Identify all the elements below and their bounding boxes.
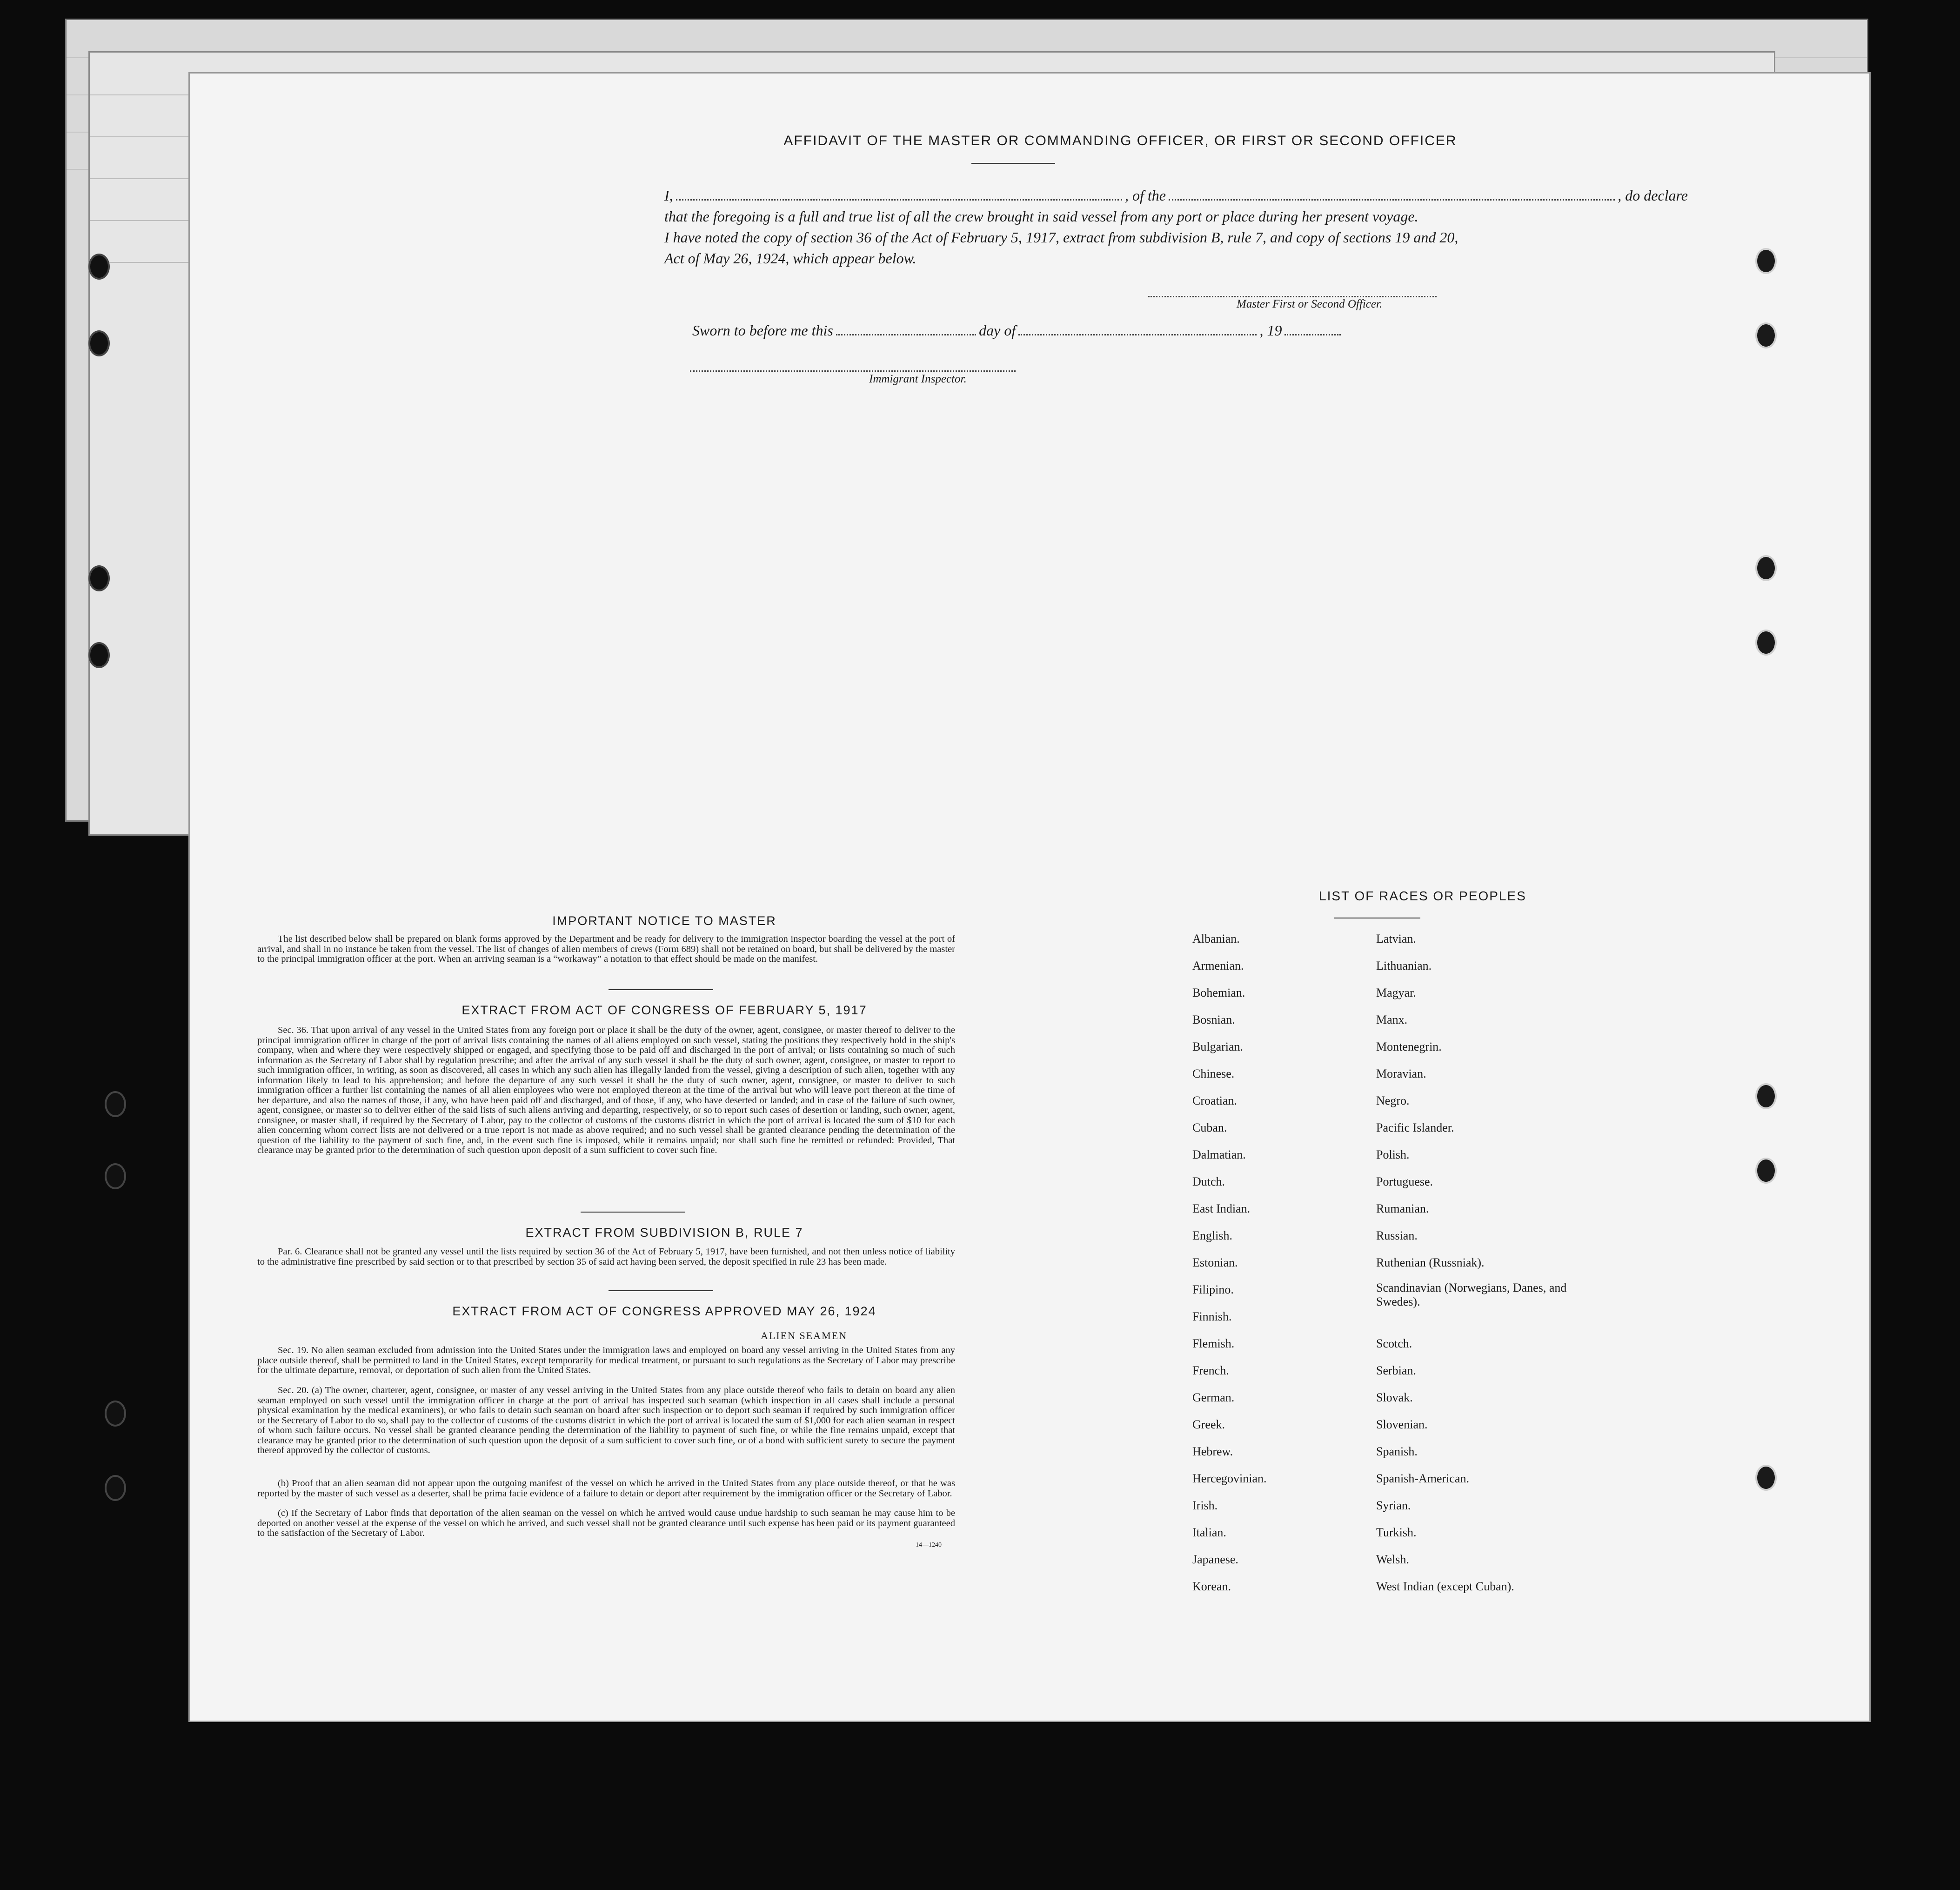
punch-hole-icon — [1755, 630, 1777, 656]
race-item: Turkish. — [1376, 1526, 1417, 1539]
year-prefix: , 19 — [1259, 322, 1282, 339]
race-item: Italian. — [1192, 1526, 1226, 1539]
race-item: Flemish. — [1192, 1337, 1235, 1350]
inspector-signature-line[interactable] — [690, 369, 1016, 372]
race-item: Serbian. — [1376, 1364, 1416, 1377]
race-item: Polish. — [1376, 1148, 1410, 1161]
sec20c-body: (c) If the Secretary of Labor finds that deportation of the alien seaman on the vessel on which he arrived would cause undue hardship to such seaman he may cause him to be deported on another vessel at the expense of the vessel on which he arrived, and such vessel shall not be granted clearance until such expense has been paid or its payment guaranteed to the satisfaction of the Secretary of Labor. — [257, 1508, 955, 1538]
extract-1917-divider — [581, 1212, 685, 1213]
race-item: Dalmatian. — [1192, 1148, 1246, 1161]
punch-hole-icon — [1755, 1465, 1777, 1491]
race-item: Hebrew. — [1192, 1445, 1233, 1458]
race-item: Negro. — [1376, 1094, 1410, 1107]
race-item: Slovenian. — [1376, 1418, 1428, 1431]
race-item: Spanish-American. — [1376, 1472, 1470, 1485]
affidavit-line-4: Act of May 26, 1924, which appear below. — [664, 250, 916, 267]
form-code: 14—1240 — [916, 1541, 942, 1548]
punch-hole-icon — [88, 254, 110, 280]
race-item: Estonian. — [1192, 1256, 1238, 1269]
race-item: Welsh. — [1376, 1553, 1409, 1566]
punch-hole-icon — [88, 565, 110, 591]
sworn-statement — [692, 320, 1344, 341]
vessel-name-blank[interactable] — [1169, 188, 1615, 201]
race-item: Albanian. — [1192, 932, 1240, 945]
sworn-year-blank[interactable] — [1284, 323, 1341, 335]
punch-hole-icon — [105, 1091, 126, 1117]
affidavit-page — [188, 72, 1871, 1722]
notice-divider — [609, 989, 713, 990]
race-item: Dutch. — [1192, 1175, 1225, 1188]
race-item: Magyar. — [1376, 986, 1416, 999]
race-item: Portuguese. — [1376, 1175, 1433, 1188]
punch-hole-icon — [1755, 555, 1777, 581]
affidavit-line-3: I have noted the copy of section 36 of the Act of February 5, 1917, extract from subdivision B, rule 7, and copy of sections 19 and 20, — [664, 229, 1458, 246]
races-title: LIST OF RACES OR PEOPLES — [1319, 889, 1526, 903]
punch-hole-icon — [1755, 248, 1777, 274]
punch-hole-icon — [88, 642, 110, 668]
race-item: Scandinavian (Norwegians, Danes, and Swedes). — [1376, 1281, 1567, 1308]
title-divider — [971, 163, 1055, 164]
sec20a-body: Sec. 20. (a) The owner, charterer, agent, consignee, or master of any vessel arriving in the United States from any place outside thereof who fails to detain on board any alien seaman employed on such vessel until the immigration officer in charge at the port of arrival has inspected such seaman (which inspection in all cases shall include a personal physical examination by the medical examiners), or who fails to detain such seaman on board after such inspection or to deport such seaman if required by such immigration officer or the Secretary of Labor to do so, shall pay to the collector of customs of the customs district in which the port of arrival is located the sum of $1,000 for each alien seaman in respect of whom such failure occurs. No vessel shall be granted clearance pending the determination of the liability to payment of such fine, or while the fine remains unpaid, except that clearance may be granted prior to the determination of such question upon the deposit of a sum sufficient to cover such fine, or of a bond with sufficient surety to secure the payment thereof approved by the collector of customs. — [257, 1385, 955, 1455]
race-item: Filipino. — [1192, 1283, 1234, 1296]
sec19-body: Sec. 19. No alien seaman excluded from admission into the United States under the immigration laws and employed on board any vessel arriving in the United States from any place outside thereof, shall be permitted to land in the United States, except temporarily for medical treatment, or pursuant to such regulations as the Secretary of Labor may prescribe for the ultimate departure, removal, or deportation of such alien from the United States. — [257, 1345, 955, 1375]
race-item: Armenian. — [1192, 959, 1244, 972]
race-item: Montenegrin. — [1376, 1040, 1442, 1053]
sworn-month-blank[interactable] — [1018, 323, 1257, 335]
affidavit-line-2: that the foregoing is a full and true list of all the crew brought in said vessel from any port or place during her present voyage. — [664, 208, 1418, 225]
punch-hole-icon — [1755, 322, 1777, 349]
race-item: Slovak. — [1376, 1391, 1413, 1404]
race-item: Ruthenian (Russniak). — [1376, 1256, 1485, 1269]
declare-suffix: , do declare — [1618, 187, 1688, 204]
race-item: West Indian (except Cuban). — [1376, 1580, 1514, 1593]
extract-1924-title: EXTRACT FROM ACT OF CONGRESS APPROVED MAY 26, 1924 — [452, 1304, 876, 1318]
race-item: Hercegovinian. — [1192, 1472, 1267, 1485]
race-item: Manx. — [1376, 1013, 1408, 1026]
race-item: Pacific Islander. — [1376, 1121, 1454, 1134]
inspector-caption: Immigrant Inspector. — [869, 373, 967, 385]
extract-1917-title: EXTRACT FROM ACT OF CONGRESS OF FEBRUARY 5, 1917 — [462, 1003, 867, 1017]
sworn-prefix: Sworn to before me this — [692, 322, 833, 339]
officer-signature-caption: Master First or Second Officer. — [1237, 298, 1383, 310]
rule7-title: EXTRACT FROM SUBDIVISION B, RULE 7 — [525, 1226, 803, 1240]
race-item: Chinese. — [1192, 1067, 1235, 1080]
race-item: Scotch. — [1376, 1337, 1412, 1350]
race-item: Bulgarian. — [1192, 1040, 1244, 1053]
race-item: Finnish. — [1192, 1310, 1232, 1323]
race-item: Cuban. — [1192, 1121, 1227, 1134]
notice-title: IMPORTANT NOTICE TO MASTER — [552, 914, 776, 928]
punch-hole-icon — [1755, 1083, 1777, 1109]
punch-hole-icon — [1755, 1158, 1777, 1184]
punch-hole-icon — [105, 1401, 126, 1427]
race-item: Spanish. — [1376, 1445, 1418, 1458]
vessel-prefix: , of the — [1124, 187, 1166, 204]
alien-seamen-subtitle: ALIEN SEAMEN — [761, 1330, 847, 1341]
extract-1917-body: Sec. 36. That upon arrival of any vessel in the United States from any foreign port or place it shall be the duty of the owner, agent, consignee, or master thereof to deliver to the principal immigration officer in charge of the port of arrival lists containing the names of all aliens employed on such vessel, stating the positions they respectively hold in the ship's company, when and where they were respectively shipped or engaged, and specifying those to be paid off and discharged in the port of arrival; or lists containing so much of such information as the Secretary of Labor shall by regulation prescribe; and after the arrival of any such vessel it shall be the duty of such owner, agent, consignee, or master to report to such immigration officer, in writing, as soon as discovered, all cases in which any such alien has illegally landed from the vessel, giving a description of such alien, together with any information likely to lead to his apprehension; and before the departure of any such vessel it shall be the duty of such owner, agent, consignee, or master to deliver to such immigration officer a further list containing the names of all alien employees who were not employed thereon at the time of the arrival but who will leave port thereon at the time of her departure, and also the names of those, if any, who have been paid off and discharged, and of those, if any, who have deserted or landed; and in case of the failure of such owner, agent, consignee, or master so to deliver either of the said lists of such aliens arriving and departing, respectively, or so to report such cases of desertion or landing, such owner, agent, consignee, or master shall, if required by the Secretary of Labor, pay to the collector of customs of the customs district in which the port of arrival is located the sum of $10 for each alien concerning whom correct lists are not delivered or a true report is not made as above required; and no such vessel shall be granted clearance pending the determination of the question of the liability to the payment of such fine, and, in the event such fine is imposed, while it remains unpaid; nor shall such fine be remitted or refunded: Provided, That clearance may be granted prior to the determination of such question upon deposit of a sum sufficient to cover such fine. — [257, 1025, 955, 1155]
rule7-divider — [609, 1290, 713, 1291]
race-item: Lithuanian. — [1376, 959, 1432, 972]
race-item: Irish. — [1192, 1499, 1218, 1512]
affidavit-title: AFFIDAVIT OF THE MASTER OR COMMANDING OFFICER, OR FIRST OR SECOND OFFICER — [783, 133, 1457, 148]
sworn-day-blank[interactable] — [836, 323, 976, 335]
race-item: East Indian. — [1192, 1202, 1251, 1215]
punch-hole-icon — [105, 1163, 126, 1189]
race-item: Bohemian. — [1192, 986, 1245, 999]
day-of-label: day of — [979, 322, 1016, 339]
sec20b-body: (b) Proof that an alien seaman did not appear upon the outgoing manifest of the vessel on which he arrived in the United States from any place outside thereof, or that he was reported by the master of such vessel as a deserter, shall be prima facie evidence of a failure to detain or deport after requirement by the immigration officer or the Secretary of Labor. — [257, 1478, 955, 1499]
race-item: Rumanian. — [1376, 1202, 1429, 1215]
race-item: French. — [1192, 1364, 1229, 1377]
race-item: German. — [1192, 1391, 1235, 1404]
declarant-prefix: I, — [664, 187, 673, 204]
race-item: Russian. — [1376, 1229, 1418, 1242]
affidavit-statement — [664, 185, 1688, 269]
race-item: Croatian. — [1192, 1094, 1238, 1107]
race-item: Bosnian. — [1192, 1013, 1235, 1026]
race-item: Greek. — [1192, 1418, 1225, 1431]
race-item: Japanese. — [1192, 1553, 1238, 1566]
race-item: Moravian. — [1376, 1067, 1426, 1080]
race-item: English. — [1192, 1229, 1232, 1242]
punch-hole-icon — [88, 330, 110, 356]
punch-hole-icon — [105, 1475, 126, 1501]
officer-signature-line[interactable] — [1148, 295, 1437, 297]
rule7-body: Par. 6. Clearance shall not be granted any vessel until the lists required by section 36 of the Act of February 5, 1917, have been furnished, and not then unless notice of liability to the administrative fine prescribed by said section or to that prescribed by section 35 of said act having been served, the deposit specified in rule 23 has been made. — [257, 1247, 955, 1267]
race-item: Latvian. — [1376, 932, 1416, 945]
race-item: Korean. — [1192, 1580, 1231, 1593]
declarant-name-blank[interactable] — [676, 188, 1122, 201]
race-item: Syrian. — [1376, 1499, 1411, 1512]
notice-body: The list described below shall be prepared on blank forms approved by the Department and be ready for delivery to the immigration inspector boarding the vessel at the port of arrival, and shall in no instance be taken from the vessel. The list of changes of alien members of crews (Form 689) shall not be retained on board, but shall be delivered by the master to the principal immigration officer at the port. When an arriving seaman is a “workaway” a notation to that effect should be made on the manifest. — [257, 934, 955, 964]
